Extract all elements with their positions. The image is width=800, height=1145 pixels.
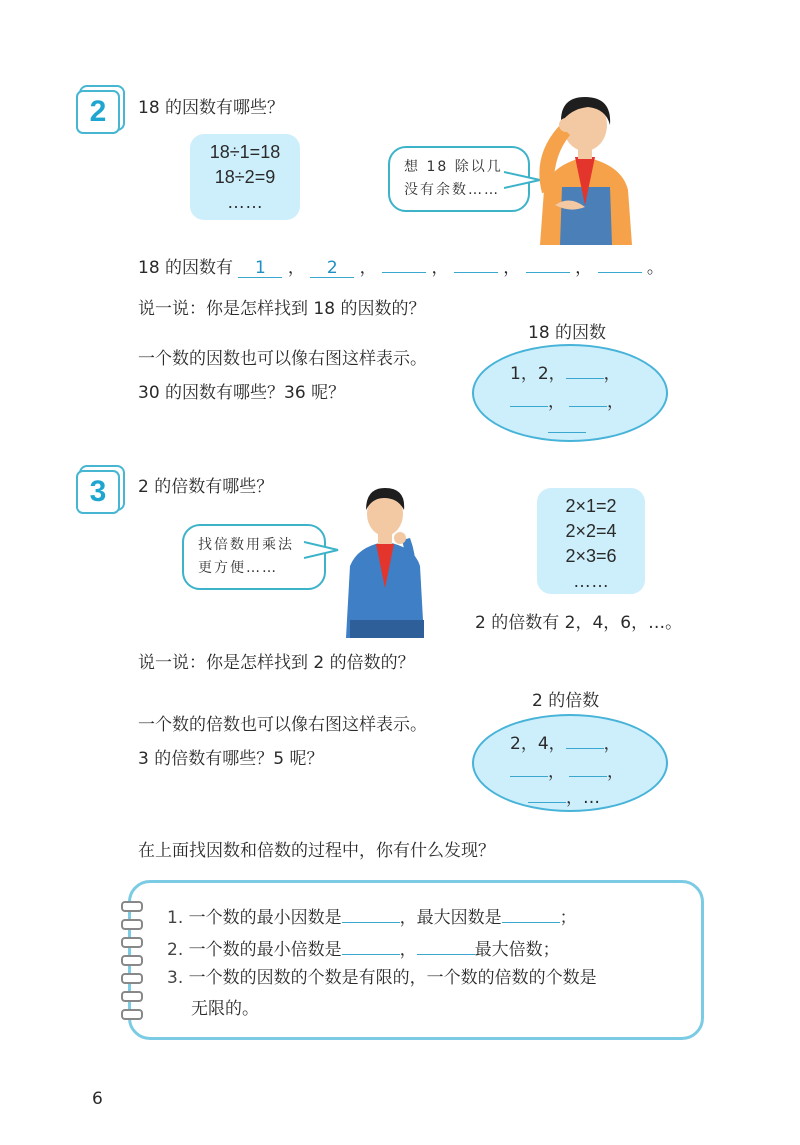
set-blank[interactable] (566, 358, 604, 379)
multiply-box (537, 488, 645, 594)
item-text: 最大倍数； (474, 940, 560, 960)
discovery-item-3-cont: 无限的。 (191, 999, 259, 1019)
max-multiple-blank[interactable] (417, 934, 475, 955)
boy-illustration (340, 488, 430, 638)
factors-set-label: 18 的因数 (528, 323, 607, 343)
max-factor-blank[interactable] (502, 902, 560, 923)
factors-set-start: 1，2， (510, 364, 566, 384)
multiply-ellipsis: …… (573, 571, 609, 591)
set-comma: ， (603, 364, 621, 384)
discuss-factors: 说一说：你是怎样找到 18 的因数的？ (138, 299, 426, 319)
set-comma: ， (548, 762, 565, 782)
discuss-multiples: 说一说：你是怎样找到 2 的倍数的？ (138, 653, 415, 673)
page-number: 6 (92, 1089, 103, 1109)
spiral-ring (121, 991, 143, 1002)
factor-sep: ， (431, 258, 449, 278)
represent-factors: 一个数的因数也可以像右图这样表示。 (138, 349, 427, 369)
factor-blank-6[interactable] (598, 252, 642, 273)
set-blank[interactable] (569, 756, 607, 777)
section-3-question: 2 的倍数有哪些？ (138, 477, 274, 497)
factor-blank-2[interactable]: 2 (310, 257, 354, 278)
discovery-item-1 (167, 902, 577, 929)
multiply-line-3: 2×3=6 (565, 546, 617, 566)
spiral-ring (121, 901, 143, 912)
multiples-set-row-1 (510, 728, 621, 755)
represent-multiples: 一个数的倍数也可以像右图这样表示。 (138, 715, 427, 735)
factors-prefix: 18 的因数有 (138, 258, 234, 278)
factors-line (138, 252, 664, 279)
spiral-ring (121, 973, 143, 984)
discovery-notebox (128, 880, 704, 1040)
discovery-item-2 (167, 934, 560, 961)
set-blank[interactable] (528, 782, 566, 803)
item-text: 一个数的最小倍数是 (188, 940, 342, 960)
item-text: 一个数的因数的个数是有限的，一个数的倍数的个数是 (188, 968, 597, 988)
factors-set-row-1 (510, 358, 621, 385)
factors-set-row-2 (510, 386, 624, 413)
set-blank[interactable] (510, 756, 548, 777)
factor-sep: ， (575, 258, 593, 278)
factor-sep: ， (359, 258, 377, 278)
discovery-item-3 (167, 967, 597, 989)
item-number: 3. (167, 968, 184, 988)
set-comma: ， (603, 734, 621, 754)
multiples-set-start: 2，4， (510, 734, 566, 754)
item-text: ， (399, 940, 417, 960)
item-text: ； (559, 908, 577, 928)
factor-sep: ， (503, 258, 521, 278)
multiply-line-2: 2×2=4 (565, 521, 617, 541)
bubble-line-1: 找倍数用乘法 (198, 537, 294, 553)
more-factors-question: 30 的因数有哪些？36 呢？ (138, 383, 346, 403)
division-line-2: 18÷2=9 (214, 167, 276, 187)
min-multiple-blank[interactable] (342, 934, 400, 955)
more-multiples-question: 3 的倍数有哪些？5 呢？ (138, 749, 324, 769)
min-factor-blank[interactable] (342, 902, 400, 923)
factor-blank-5[interactable] (526, 252, 570, 273)
section-2-question: 18 的因数有哪些？ (138, 98, 285, 118)
set-blank[interactable] (569, 386, 607, 407)
item-text: ，最大因数是 (399, 908, 502, 928)
section-2-badge: 2 (76, 90, 120, 134)
multiples-set-ending: ，… (566, 788, 600, 808)
multiples-set-label: 2 的倍数 (532, 691, 600, 711)
set-comma: ， (607, 762, 624, 782)
item-number: 1. (167, 908, 184, 928)
spiral-ring (121, 1009, 143, 1020)
factors-set-row-3 (548, 412, 586, 439)
factor-end: 。 (646, 258, 664, 278)
set-blank[interactable] (548, 412, 586, 433)
item-number: 2. (167, 940, 184, 960)
factor-blank-3[interactable] (382, 252, 426, 273)
set-comma: ， (607, 392, 624, 412)
girl-illustration (530, 95, 640, 245)
bubble-tail (304, 538, 344, 564)
set-blank[interactable] (510, 386, 548, 407)
section-3-badge: 3 (76, 470, 120, 514)
factor-blank-4[interactable] (454, 252, 498, 273)
bubble-line-2: 没有余数…… (404, 182, 500, 198)
spiral-ring (121, 919, 143, 930)
multiples-set-row-3 (528, 782, 600, 809)
multiples-set-row-2 (510, 756, 624, 783)
spiral-ring (121, 955, 143, 966)
factor-blank-1[interactable]: 1 (238, 257, 282, 278)
bubble-line-1: 想 18 除以几 (404, 159, 503, 175)
division-ellipsis: …… (227, 192, 263, 212)
set-comma: ， (548, 392, 565, 412)
factor-sep: ， (287, 258, 305, 278)
division-box (190, 134, 300, 220)
multiply-line-1: 2×1=2 (565, 496, 617, 516)
set-blank[interactable] (566, 728, 604, 749)
item-text: 一个数的最小因数是 (188, 908, 342, 928)
bubble-line-2: 更方便…… (198, 560, 278, 576)
division-line-1: 18÷1=18 (209, 142, 281, 162)
spiral-ring (121, 937, 143, 948)
multiples-line: 2 的倍数有 2，4，6，…。 (475, 613, 683, 633)
discovery-question: 在上面找因数和倍数的过程中，你有什么发现？ (138, 841, 495, 861)
